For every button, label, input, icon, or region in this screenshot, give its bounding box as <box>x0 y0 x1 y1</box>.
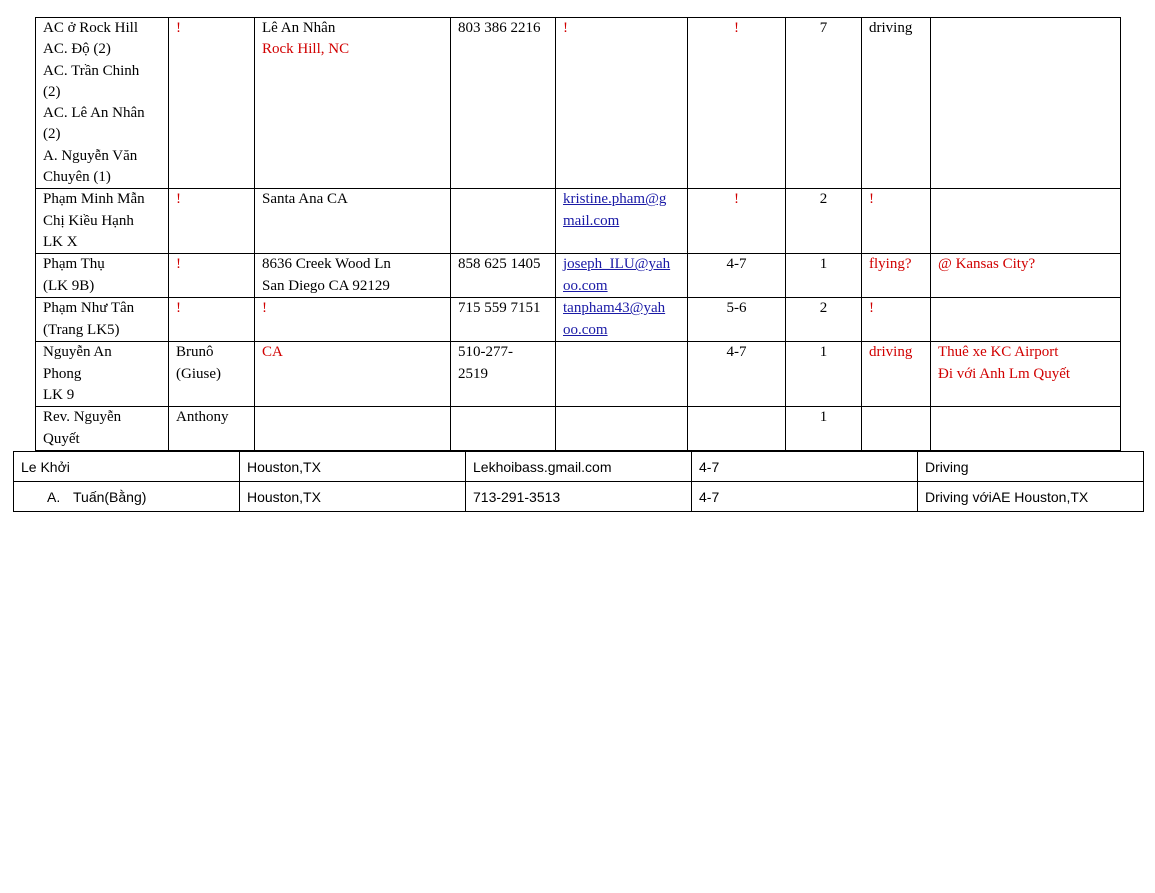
count-cell: 2 <box>786 298 862 342</box>
guest-name-cell: Phạm Thụ (LK 9B) <box>36 254 169 298</box>
email-cell: ! <box>556 18 688 189</box>
guest-name-cell: Rev. Nguyễn Quyết <box>36 407 169 451</box>
dates-cell: ! <box>688 18 786 189</box>
saint-name-cell: ! <box>169 254 255 298</box>
table-row <box>36 18 1121 189</box>
email-link[interactable]: tanpham43@yah <box>563 300 666 317</box>
notes-cell: @ Kansas City? <box>931 254 1121 298</box>
count-cell: 7 <box>786 18 862 189</box>
transport-cell: flying? <box>862 254 931 298</box>
phone-cell: 803 386 2216 <box>451 18 556 189</box>
guest-name-cell: Le Khởi <box>14 452 240 482</box>
email-link[interactable]: oo.com <box>563 321 608 338</box>
email-cell <box>556 298 688 342</box>
guest-name-cell <box>14 482 240 512</box>
email-link[interactable]: mail.com <box>563 212 620 229</box>
saint-name-cell: Brunô (Giuse) <box>169 342 255 407</box>
phone-cell: 715 559 7151 <box>451 298 556 342</box>
guest-name-cell: Nguyễn An Phong LK 9 <box>36 342 169 407</box>
address-cell: ! <box>255 298 451 342</box>
transport-cell <box>862 407 931 451</box>
email-link[interactable]: oo.com <box>563 277 608 294</box>
address-cell: CA <box>255 342 451 407</box>
transport-cell: ! <box>862 298 931 342</box>
email-cell <box>556 342 688 407</box>
houston-guest-table <box>13 451 1144 512</box>
count-cell: 1 <box>786 407 862 451</box>
email-link[interactable]: joseph_ILU@yah <box>563 256 671 273</box>
phone-cell <box>451 189 556 254</box>
guest-name: Tuấn(Bằng) <box>73 488 147 505</box>
city-cell: Houston,TX <box>240 482 466 512</box>
notes-cell <box>931 18 1121 189</box>
table-row <box>36 298 1121 342</box>
dates-cell <box>688 407 786 451</box>
dates-cell: ! <box>688 189 786 254</box>
email-cell <box>556 189 688 254</box>
saint-name-cell: ! <box>169 189 255 254</box>
table-row <box>14 452 1144 482</box>
transport-cell: driving <box>862 342 931 407</box>
contact-cell: Lekhoibass.gmail.com <box>466 452 692 482</box>
saint-name-cell: ! <box>169 298 255 342</box>
guest-list-table <box>35 17 1121 451</box>
email-link[interactable]: kristine.pham@g <box>563 191 667 208</box>
city-cell: Houston,TX <box>240 452 466 482</box>
dates-cell: 4-7 <box>692 452 918 482</box>
transport-cell: driving <box>862 18 931 189</box>
address-cell: Lê An Nhân Rock Hill, NC <box>255 18 451 189</box>
email-cell <box>556 407 688 451</box>
count-cell: 2 <box>786 189 862 254</box>
transport-cell: ! <box>862 189 931 254</box>
table-row <box>36 254 1121 298</box>
notes-cell: Thuê xe KC Airport Đi với Anh Lm Quyết <box>931 342 1121 407</box>
contact-cell: 713-291-3513 <box>466 482 692 512</box>
table-row <box>14 482 1144 512</box>
dates-cell: 4-7 <box>688 254 786 298</box>
phone-cell: 510-277- 2519 <box>451 342 556 407</box>
dates-cell: 4-7 <box>692 482 918 512</box>
saint-name-cell: Anthony <box>169 407 255 451</box>
guest-name-cell: Phạm Minh Mẫn Chị Kiều Hạnh LK X <box>36 189 169 254</box>
address-cell <box>255 407 451 451</box>
table-row <box>36 342 1121 407</box>
notes-cell <box>931 189 1121 254</box>
notes-cell <box>931 298 1121 342</box>
guest-name-cell: Phạm Như Tân (Trang LK5) <box>36 298 169 342</box>
transport-cell: Driving vớiAE Houston,TX <box>918 482 1144 512</box>
saint-name-cell: ! <box>169 18 255 189</box>
count-cell: 1 <box>786 342 862 407</box>
email-cell <box>556 254 688 298</box>
phone-cell: 858 625 1405 <box>451 254 556 298</box>
table-row <box>36 189 1121 254</box>
transport-cell: Driving <box>918 452 1144 482</box>
dates-cell: 4-7 <box>688 342 786 407</box>
address-cell: Santa Ana CA <box>255 189 451 254</box>
dates-cell: 5-6 <box>688 298 786 342</box>
count-cell: 1 <box>786 254 862 298</box>
phone-cell <box>451 407 556 451</box>
notes-cell <box>931 407 1121 451</box>
list-marker: A. <box>47 488 61 505</box>
guest-name-cell: AC ở Rock Hill AC. Độ (2) AC. Trần Chinh (2) AC. Lê An Nhân (2) A. Nguyễn Văn Chuyên (1) <box>36 18 169 189</box>
address-cell: 8636 Creek Wood Ln San Diego CA 92129 <box>255 254 451 298</box>
table-row <box>36 407 1121 451</box>
